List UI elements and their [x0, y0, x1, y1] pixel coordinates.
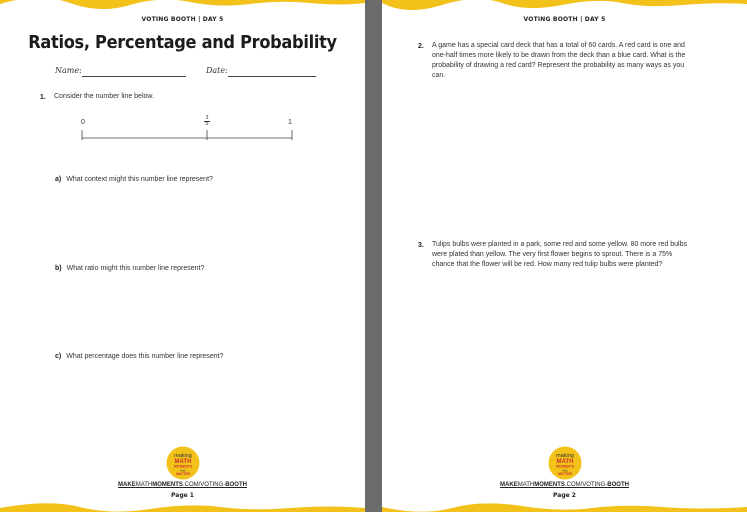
question-1-number: 1. — [40, 94, 46, 101]
question-1a-letter: a) — [55, 176, 62, 183]
number-line-zero-label: 0 — [81, 119, 85, 126]
question-1c-text: What percentage does this number line represent? — [66, 353, 224, 360]
question-2-line: probability of drawing a red card? Represent the probability as many ways as you — [432, 62, 685, 69]
yellow-brush-edge-bottom — [0, 502, 365, 512]
question-1b-text: What ratio might this number line represent? — [66, 265, 205, 272]
question-1c — [55, 353, 223, 360]
fraction-denominator: 5 — [205, 121, 209, 127]
yellow-brush-edge-top — [0, 0, 365, 10]
svg-text:MATTER: MATTER — [558, 472, 572, 476]
name-label: Name: — [55, 66, 82, 75]
svg-text:MOMENTS: MOMENTS — [555, 464, 575, 469]
svg-text:that: that — [562, 468, 568, 473]
number-line-fraction-label — [202, 116, 212, 127]
date-field[interactable] — [228, 76, 316, 77]
page-number: Page 1 — [171, 492, 194, 499]
making-math-moments-logo-icon — [166, 446, 200, 480]
question-1a-text: What context might this number line represent? — [66, 176, 213, 183]
question-1b — [55, 265, 204, 272]
yellow-brush-edge-bottom — [382, 502, 747, 512]
question-3-line: were plated than yellow. The very first flower begins to sprout. There is a 75% — [432, 251, 673, 258]
svg-text:making: making — [174, 453, 192, 459]
question-3-number: 3. — [418, 242, 424, 249]
making-math-moments-logo-icon — [548, 446, 582, 480]
footer-url-link[interactable]: MAKEMATHMOMENTS.COM/VOTING-BOOTH — [118, 482, 247, 488]
svg-text:that: that — [180, 468, 186, 473]
svg-text:MATH: MATH — [556, 459, 574, 465]
name-field[interactable] — [82, 76, 186, 77]
yellow-brush-edge-top — [382, 0, 747, 10]
date-label: Date: — [206, 66, 228, 75]
number-line-one-label: 1 — [288, 119, 292, 126]
question-2-text — [432, 41, 732, 81]
question-1c-letter: c) — [55, 353, 62, 360]
footer-url-link[interactable]: MAKEMATHMOMENTS.COM/VOTING-BOOTH — [500, 482, 629, 488]
page-number: Page 2 — [553, 492, 576, 499]
worksheet-page-1 — [0, 0, 365, 512]
page-header: VOTING BOOTH | DAY 5 — [141, 16, 224, 23]
svg-text:MATH: MATH — [174, 459, 192, 465]
page-header: VOTING BOOTH | DAY 5 — [523, 16, 606, 23]
svg-text:making: making — [556, 453, 574, 459]
question-2-number: 2. — [418, 43, 424, 50]
worksheet-page-2 — [382, 0, 747, 512]
page-title: Ratios, Percentage and Probability — [28, 32, 337, 53]
svg-text:MATTER: MATTER — [176, 472, 190, 476]
fraction-numerator: 3 — [205, 115, 209, 121]
svg-text:MOMENTS: MOMENTS — [173, 464, 193, 469]
question-2-line: one-half times more likely to be drawn from the deck than a blue card. What is the — [432, 52, 686, 59]
number-line-axis — [80, 128, 295, 142]
question-2-line: A game has a special card deck that has a total of 60 cards. A red card is one and — [432, 42, 685, 49]
question-1a — [55, 176, 213, 183]
question-3-text — [432, 240, 732, 270]
question-3-line: Tulips bulbs were planted in a park, some red and some yellow. 80 more red bulbs — [432, 241, 687, 248]
question-1b-letter: b) — [55, 265, 62, 272]
question-1-text: Consider the number line below. — [54, 93, 155, 100]
question-3-line: chance that the flower will be red. How many red tulip bulbs were planted? — [432, 261, 663, 268]
question-2-line: can. — [432, 72, 446, 79]
